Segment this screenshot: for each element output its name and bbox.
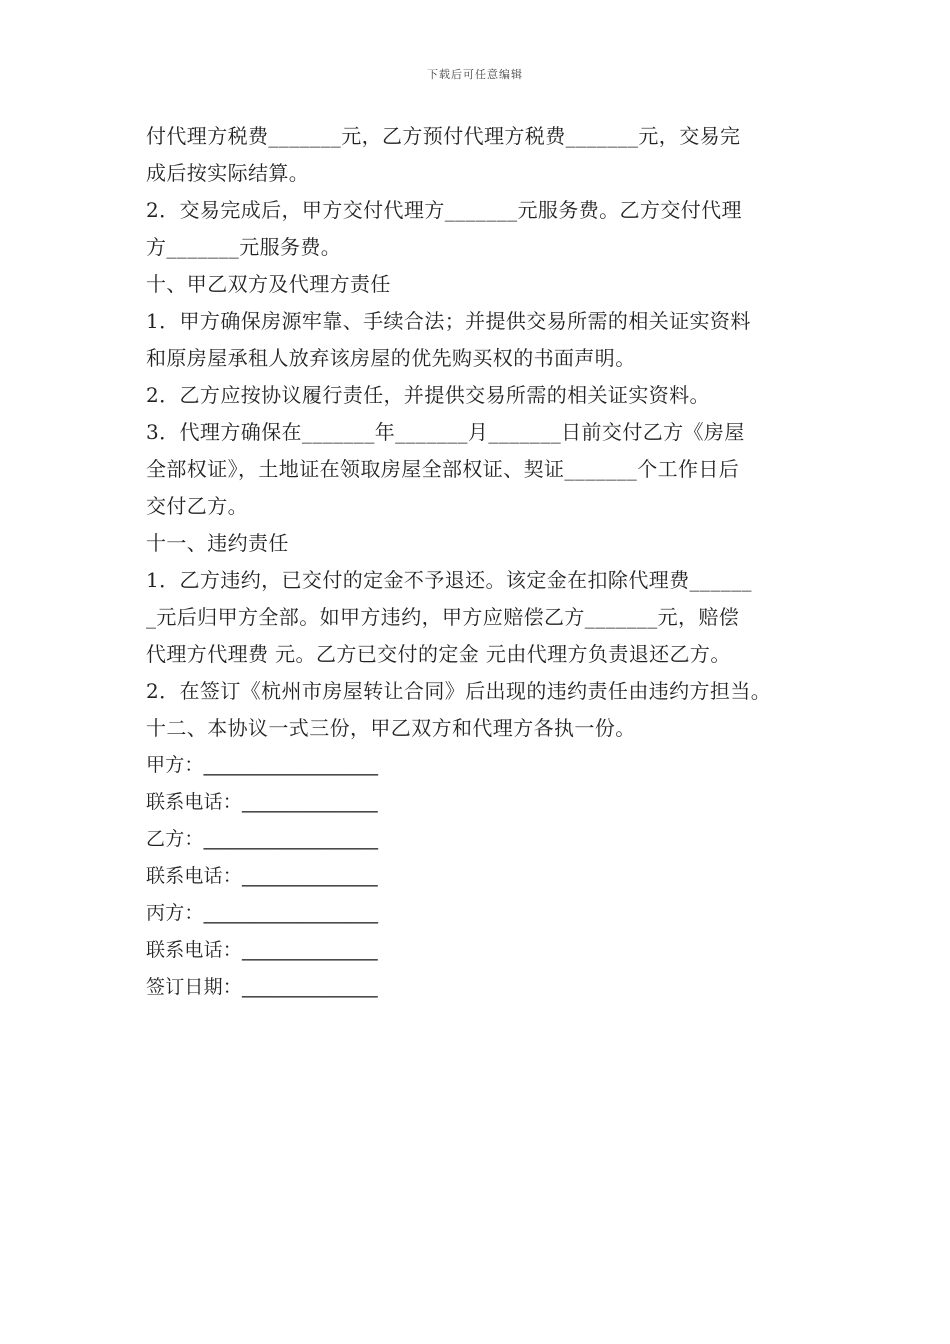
paragraph-line: 2．交易完成后，甲方交付代理方_______元服务费。乙方交付代理: [146, 198, 742, 222]
paragraph-line: 方_______元服务费。: [146, 235, 342, 259]
paragraph-line: 2．乙方应按协议履行责任，并提供交易所需的相关证实资料。: [146, 383, 710, 407]
paragraph-line: 付代理方税费_______元，乙方预付代理方税费_______元，交易完: [146, 124, 741, 148]
signature-party-a: 甲方：__________________: [146, 754, 379, 776]
paragraph-line: 2．在签订《杭州市房屋转让合同》后出现的违约责任由违约方担当。: [146, 679, 772, 703]
signature-party-c: 丙方：__________________: [146, 902, 379, 924]
document-body: [146, 118, 826, 1006]
signature-party-b: 乙方：__________________: [146, 828, 379, 850]
section-heading: 十二、本协议一式三份，甲乙双方和代理方各执一份。: [146, 716, 636, 740]
paragraph-line: 1．甲方确保房源牢靠、手续合法；并提供交易所需的相关证实资料: [146, 309, 751, 333]
paragraph-line: 交付乙方。: [146, 494, 248, 518]
signature-party-b-phone: 联系电话：______________: [146, 865, 378, 887]
signature-party-a-phone: 联系电话：______________: [146, 791, 378, 813]
paragraph-line: 1．乙方违约，已交付的定金不予退还。该定金在扣除代理费______: [146, 568, 752, 592]
paragraph-line: 代理方代理费 元。乙方已交付的定金 元由代理方负责退还乙方。: [146, 642, 731, 666]
signature-party-c-phone: 联系电话：______________: [146, 939, 378, 961]
page-header: 下载后可任意编辑: [427, 68, 523, 81]
section-heading: 十一、违约责任: [146, 531, 289, 555]
section-heading: 十、甲乙双方及代理方责任: [146, 272, 391, 296]
paragraph-line: 和原房屋承租人放弃该房屋的优先购买权的书面声明。: [146, 346, 636, 370]
paragraph-line: 3．代理方确保在_______年_______月_______日前交付乙方《房屋: [146, 420, 745, 444]
paragraph-line: 全部权证》，土地证在领取房屋全部权证、契证_______个工作日后: [146, 457, 740, 481]
paragraph-line: 成后按实际结算。: [146, 161, 310, 185]
paragraph-line: _元后归甲方全部。如甲方违约，甲方应赔偿乙方_______元，赔偿: [146, 605, 740, 629]
signing-date: 签订日期：______________: [146, 976, 378, 998]
